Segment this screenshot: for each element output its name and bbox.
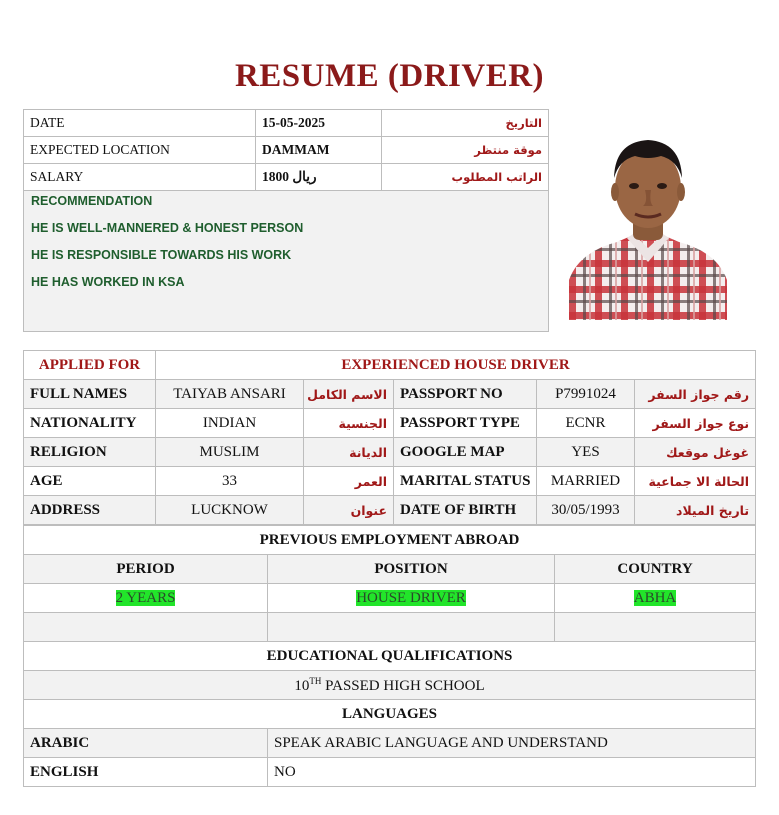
salary-label: SALARY [24, 164, 256, 191]
marital-status-arabic: الحالة الا جماعية [635, 467, 756, 496]
passport-no-arabic: رقم جواز السفر [635, 380, 756, 409]
applied-for-label: APPLIED FOR [24, 351, 156, 380]
religion-label: RELIGION [24, 438, 156, 467]
detail-row [24, 409, 756, 438]
languages-heading: LANGUAGES [24, 700, 756, 729]
age-arabic: العمر [304, 467, 394, 496]
full-names-label: FULL NAMES [24, 380, 156, 409]
nationality-arabic: الجنسية [304, 409, 394, 438]
applicant-details-table [23, 350, 756, 525]
marital-status-value: MARRIED [537, 467, 635, 496]
detail-row [24, 438, 756, 467]
employment-table [23, 525, 756, 787]
age-value: 33 [156, 467, 304, 496]
empty-cell [555, 613, 756, 642]
recommendation-line: HE HAS WORKED IN KSA [31, 275, 185, 289]
recommendation-line: HE IS WELL-MANNERED & HONEST PERSON [31, 221, 304, 235]
salary-value: 1800 ريال [256, 164, 382, 191]
passport-no-label: PASSPORT NO [394, 380, 537, 409]
position-value: HOUSE DRIVER [356, 589, 466, 606]
salary-row [24, 164, 549, 191]
nationality-label: NATIONALITY [24, 409, 156, 438]
applied-for-row [24, 351, 756, 380]
address-label: ADDRESS [24, 496, 156, 525]
applied-for-value: EXPERIENCED HOUSE DRIVER [156, 351, 756, 380]
address-value: LUCKNOW [156, 496, 304, 525]
country-column-header: COUNTRY [555, 555, 756, 584]
passport-type-arabic: نوع جواز السفر [635, 409, 756, 438]
education-grade-suffix: TH [309, 675, 322, 686]
address-arabic: عنوان [304, 496, 394, 525]
date-of-birth-arabic: تاريخ الميلاد [635, 496, 756, 525]
language-level: SPEAK ARABIC LANGUAGE AND UNDERSTAND [268, 729, 756, 758]
position-cell [268, 584, 555, 613]
period-column-header: PERIOD [24, 555, 268, 584]
detail-row [24, 467, 756, 496]
location-value: DAMMAM [256, 137, 382, 164]
language-level: NO [268, 758, 756, 787]
salary-arabic-label: الراتب المطلوب [382, 164, 549, 191]
employment-row [24, 584, 756, 613]
nationality-value: INDIAN [156, 409, 304, 438]
education-detail: PASSED HIGH SCHOOL [321, 677, 485, 694]
recommendation-row [24, 191, 549, 332]
employment-heading: PREVIOUS EMPLOYMENT ABROAD [24, 526, 756, 555]
employment-columns-row [24, 555, 756, 584]
education-value [24, 671, 756, 700]
recommendation-heading: RECOMMENDATION [31, 194, 153, 208]
education-row [24, 671, 756, 700]
education-heading: EDUCATIONAL QUALIFICATIONS [24, 642, 756, 671]
empty-cell [24, 613, 268, 642]
religion-arabic: الديانة [304, 438, 394, 467]
google-map-arabic: غوغل موقعك [635, 438, 756, 467]
summary-table [23, 109, 549, 332]
recommendation-line: HE IS RESPONSIBLE TOWARDS HIS WORK [31, 248, 292, 262]
religion-value: MUSLIM [156, 438, 304, 467]
location-label: EXPECTED LOCATION [24, 137, 256, 164]
passport-no-value: P7991024 [537, 380, 635, 409]
date-value: 15-05-2025 [256, 110, 382, 137]
period-cell [24, 584, 268, 613]
period-value: 2 YEARS [115, 589, 176, 606]
education-grade: 10 [294, 677, 310, 694]
portrait-illustration [569, 130, 727, 320]
education-heading-row [24, 642, 756, 671]
position-column-header: POSITION [268, 555, 555, 584]
languages-heading-row [24, 700, 756, 729]
location-arabic-label: موقة منتظر [382, 137, 549, 164]
details-section [23, 350, 755, 787]
candidate-photo [569, 130, 727, 320]
full-names-arabic: الاسم الكامل [304, 380, 394, 409]
employment-heading-row [24, 526, 756, 555]
recommendation-box [24, 191, 549, 332]
language-name: ENGLISH [24, 758, 268, 787]
marital-status-label: MARITAL STATUS [394, 467, 537, 496]
passport-type-label: PASSPORT TYPE [394, 409, 537, 438]
language-name: ARABIC [24, 729, 268, 758]
age-label: AGE [24, 467, 156, 496]
country-value: ABHA [633, 589, 677, 606]
location-row [24, 137, 549, 164]
date-of-birth-value: 30/05/1993 [537, 496, 635, 525]
date-row [24, 110, 549, 137]
full-names-value: TAIYAB ANSARI [156, 380, 304, 409]
country-cell [555, 584, 756, 613]
resume-title: RESUME (DRIVER) [234, 58, 545, 94]
detail-row [24, 380, 756, 409]
passport-type-value: ECNR [537, 409, 635, 438]
google-map-label: GOOGLE MAP [394, 438, 537, 467]
empty-cell [268, 613, 555, 642]
language-row [24, 729, 756, 758]
detail-row [24, 496, 756, 525]
date-label: DATE [24, 110, 256, 137]
date-of-birth-label: DATE OF BIRTH [394, 496, 537, 525]
employment-empty-row [24, 613, 756, 642]
language-row [24, 758, 756, 787]
date-arabic-label: التاريخ [382, 110, 549, 137]
google-map-value: YES [537, 438, 635, 467]
